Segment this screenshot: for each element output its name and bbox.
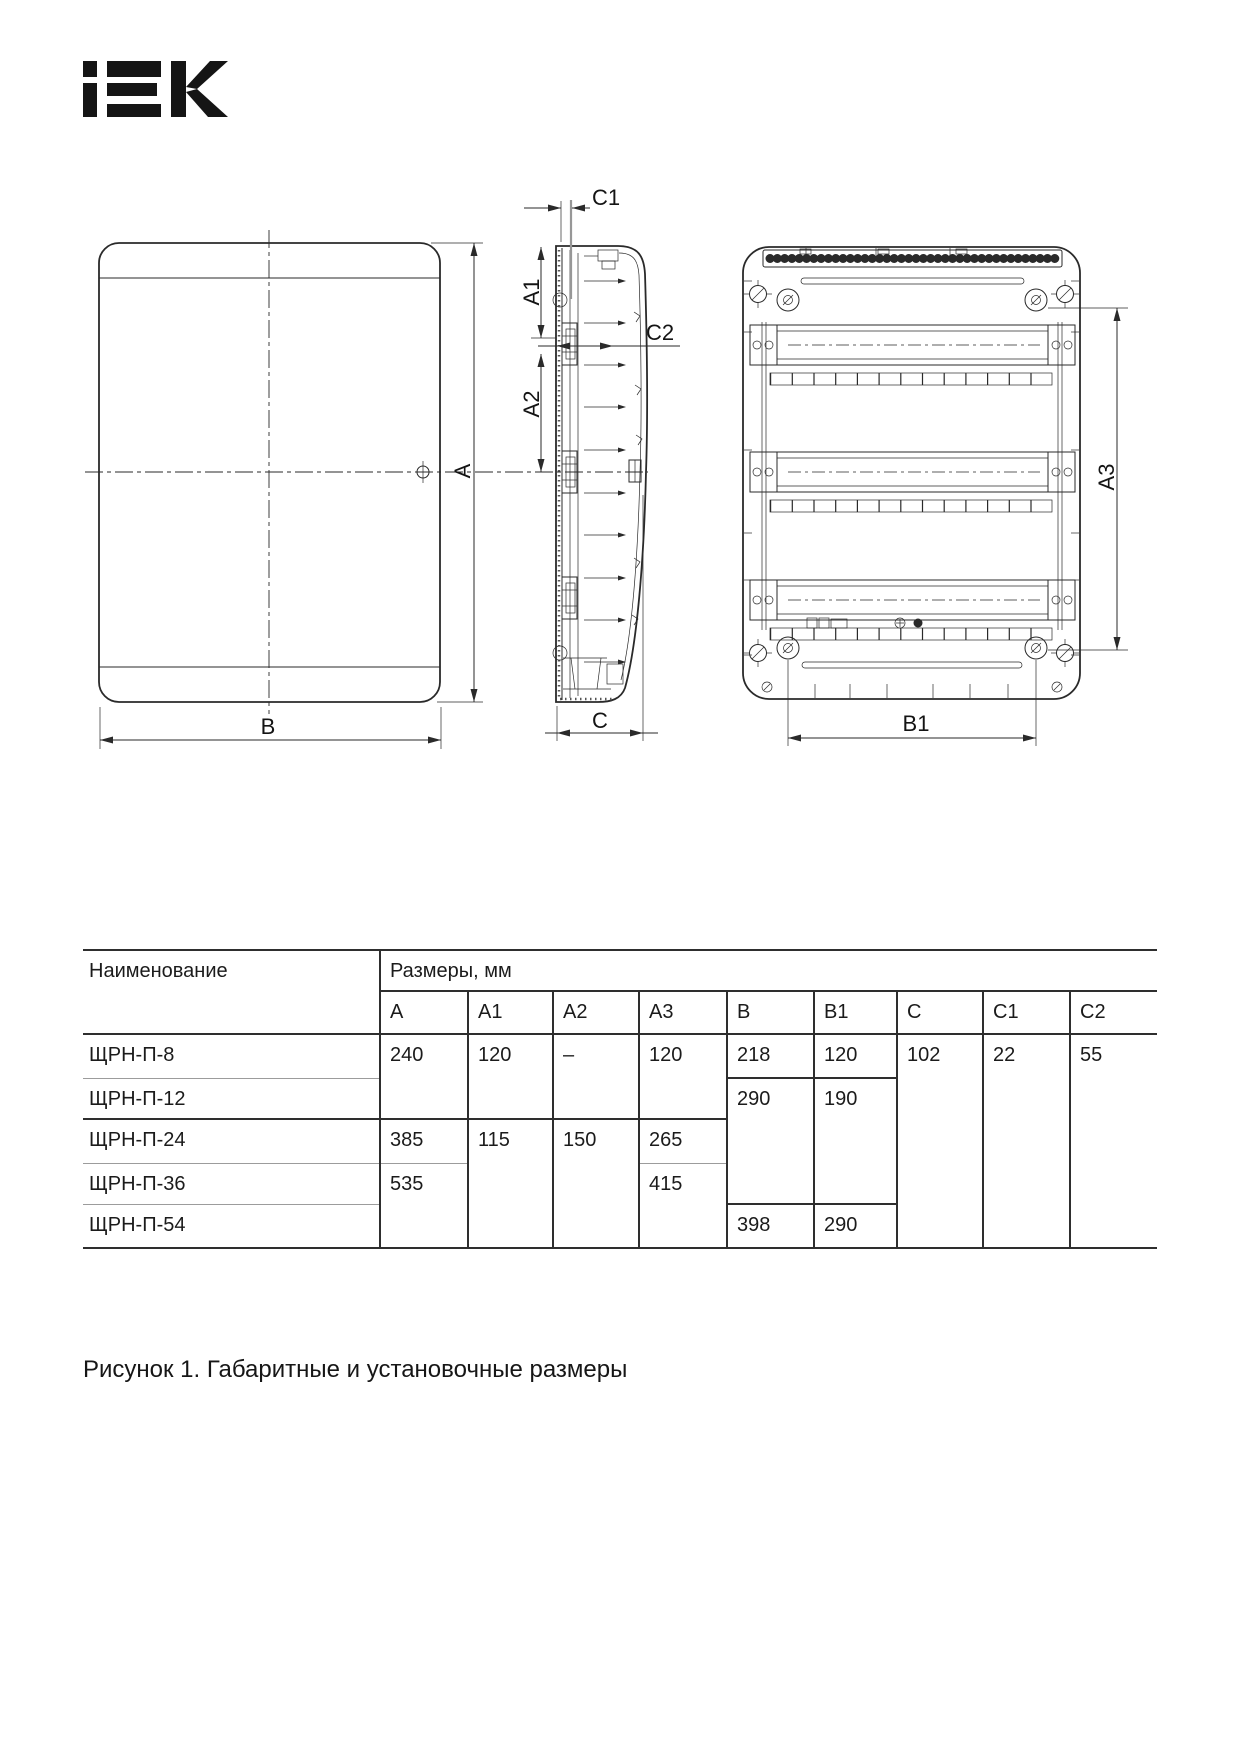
cell-c2: 55 [1070,1034,1157,1248]
col-header-name: Наименование [83,950,380,1034]
cell-a: 240 [380,1034,468,1119]
cell-b1: 190 [814,1078,897,1204]
cell-a: 535 [380,1163,468,1248]
corner-screws [744,280,1079,667]
col-header-c: C [897,991,983,1034]
dim-label-a1: A1 [519,278,544,306]
cell-b1: 120 [814,1034,897,1078]
cell-name: ЩРН-П-8 [83,1034,380,1078]
cell-a3: 265 [639,1119,727,1163]
cell-a2: – [553,1034,639,1119]
col-header-c1: C1 [983,991,1070,1034]
dim-a1 [519,247,556,338]
col-header-sizes: Размеры, мм [380,950,1157,991]
col-header-a2: A2 [553,991,639,1034]
cell-a1: 115 [468,1119,553,1248]
dim-a [431,243,483,702]
table-row [83,1034,1157,1078]
col-header-a1: A1 [468,991,553,1034]
cell-b1: 290 [814,1204,897,1248]
dim-label-b1: B1 [902,711,930,736]
cell-c1: 22 [983,1034,1070,1248]
dim-a2 [519,354,545,472]
side-view-drawing [519,185,680,741]
cell-a1: 120 [468,1034,553,1119]
dim-label-c: C [592,708,608,733]
rear-view-drawing [743,247,1128,746]
cell-a3: 415 [639,1163,727,1248]
dim-label-c2: C2 [645,320,675,345]
mount-pins [584,279,626,665]
dim-b [100,707,441,749]
cell-a: 385 [380,1119,468,1163]
dim-b1 [788,660,1036,746]
dim-label-c1: C1 [591,185,621,210]
cell-name: ЩРН-П-12 [83,1078,380,1119]
dim-label-a2: A2 [519,390,544,418]
col-header-a3: A3 [639,991,727,1034]
knockout-ticks [744,248,1079,698]
dimensions-table [83,949,1157,1249]
dim-label-a: A [450,463,475,479]
cell-name: ЩРН-П-54 [83,1204,380,1248]
cell-b: 290 [727,1078,814,1204]
cell-a3: 120 [639,1034,727,1119]
cell-name: ЩРН-П-36 [83,1163,380,1204]
col-header-b1: B1 [814,991,897,1034]
dimension-drawings [0,0,1237,850]
cell-c: 102 [897,1034,983,1248]
cell-b: 398 [727,1204,814,1248]
din-rails [750,325,1075,640]
cell-name: ЩРН-П-24 [83,1119,380,1163]
figure-caption: Рисунок 1. Габаритные и установочные размеры [83,1356,628,1383]
dim-label-a3: A3 [1094,463,1119,491]
col-header-c2: C2 [1070,991,1157,1034]
dim-label-b: B [260,714,276,739]
front-view-drawing [85,230,648,749]
keyhole-mounts [777,289,1047,659]
cell-b: 218 [727,1034,814,1078]
col-header-a: A [380,991,468,1034]
table-header-row-1 [83,950,1157,991]
cell-a2: 150 [553,1119,639,1248]
din-rail-sections [562,323,577,619]
col-header-b: B [727,991,814,1034]
